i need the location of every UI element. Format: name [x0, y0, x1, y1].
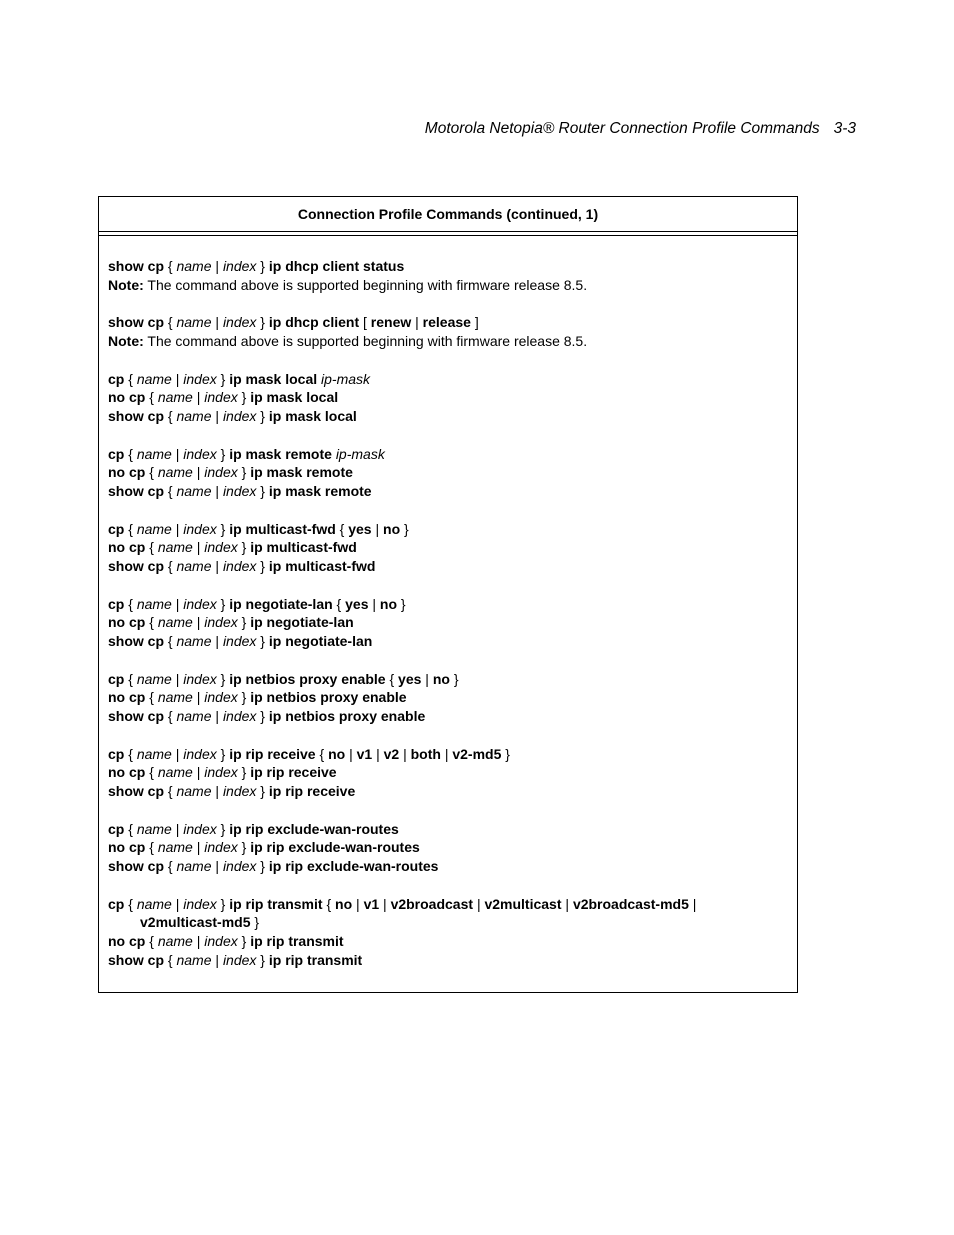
command-keyword: no cp	[108, 933, 146, 949]
command-keyword: show cp	[108, 314, 165, 331]
syntax-punctuation: |	[444, 745, 449, 762]
syntax-punctuation: |	[476, 895, 481, 912]
syntax-punctuation: |	[175, 745, 180, 762]
command-line	[108, 595, 788, 614]
syntax-punctuation: }	[254, 914, 260, 931]
command-keyword: no cp	[108, 464, 146, 481]
syntax-punctuation: |	[215, 558, 220, 574]
syntax-punctuation: {	[128, 670, 133, 687]
command-keyword: no	[383, 520, 401, 537]
command-keyword: v2broadcast	[390, 895, 474, 912]
command-line	[108, 782, 788, 801]
syntax-punctuation: {	[128, 820, 133, 837]
command-keyword: cp	[108, 820, 125, 837]
syntax-punctuation: {	[167, 858, 173, 874]
syntax-punctuation: {	[149, 614, 154, 631]
command-variable: name	[157, 933, 193, 949]
syntax-punctuation: |	[215, 858, 220, 874]
command-keyword: no	[379, 595, 398, 612]
syntax-punctuation: }	[241, 539, 247, 556]
command-keyword: ip dhcp client status	[268, 258, 405, 274]
table-body	[99, 236, 797, 970]
command-group	[108, 670, 788, 726]
syntax-punctuation: |	[196, 689, 201, 706]
command-group	[108, 313, 788, 351]
command-variable: index	[183, 595, 217, 612]
syntax-punctuation: }	[404, 520, 409, 537]
command-group	[108, 257, 788, 295]
syntax-punctuation: }	[260, 483, 265, 499]
syntax-punctuation: |	[372, 595, 377, 612]
command-variable: index	[222, 858, 257, 874]
command-variable: name	[136, 595, 172, 612]
syntax-punctuation: {	[128, 895, 133, 912]
command-variable: index	[204, 933, 238, 949]
command-variable: index	[222, 408, 257, 424]
syntax-punctuation: {	[167, 951, 173, 968]
command-keyword: cp	[108, 895, 125, 912]
syntax-punctuation: }	[241, 389, 247, 406]
syntax-punctuation: [	[363, 314, 367, 331]
command-line	[108, 332, 788, 351]
command-keyword: ip multicast-fwd	[250, 539, 357, 556]
command-keyword: ip netbios proxy enable	[268, 708, 426, 724]
command-keyword: show cp	[108, 258, 165, 274]
syntax-punctuation: }	[260, 408, 265, 424]
command-keyword: yes	[398, 670, 422, 687]
command-line	[108, 857, 788, 876]
syntax-punctuation: |	[175, 520, 180, 537]
syntax-punctuation: {	[167, 483, 173, 499]
syntax-punctuation: }	[220, 595, 226, 612]
syntax-punctuation: {	[128, 520, 133, 537]
running-header-title: Motorola Netopia® Router Connection Profile Commands	[424, 120, 820, 137]
command-variable: index	[204, 539, 238, 556]
syntax-punctuation: |	[356, 895, 360, 912]
syntax-punctuation: {	[128, 595, 133, 612]
command-keyword: v2	[383, 745, 400, 762]
command-keyword: ip mask local	[229, 370, 318, 387]
syntax-punctuation: }	[260, 314, 265, 331]
syntax-punctuation: {	[149, 933, 154, 949]
command-line	[108, 388, 788, 407]
syntax-punctuation: |	[196, 614, 201, 631]
command-variable: index	[222, 951, 257, 968]
syntax-punctuation: |	[692, 895, 697, 912]
syntax-punctuation: |	[175, 445, 180, 462]
command-variable: index	[183, 670, 217, 687]
command-variable: name	[157, 839, 193, 856]
syntax-punctuation: {	[167, 633, 173, 649]
syntax-punctuation: }	[220, 895, 226, 912]
syntax-punctuation: }	[241, 689, 247, 706]
command-variable: name	[176, 483, 212, 499]
command-keyword: ip rip exclude-wan-routes	[250, 839, 420, 856]
command-keyword: v2multicast	[484, 895, 562, 912]
syntax-punctuation: |	[215, 708, 220, 724]
syntax-punctuation: {	[167, 708, 173, 724]
syntax-punctuation: {	[339, 520, 345, 537]
command-variable: name	[157, 689, 193, 706]
command-keyword: ip rip exclude-wan-routes	[229, 820, 399, 837]
syntax-punctuation: }	[260, 951, 265, 968]
syntax-punctuation: |	[196, 464, 201, 481]
command-keyword: renew	[370, 314, 412, 331]
command-keyword: show cp	[108, 633, 165, 649]
command-keyword: no cp	[108, 389, 146, 406]
command-line	[108, 632, 788, 651]
syntax-punctuation: }	[220, 445, 226, 462]
syntax-punctuation: |	[215, 633, 220, 649]
syntax-punctuation: {	[167, 783, 173, 799]
syntax-punctuation: }	[220, 670, 226, 687]
command-keyword: ip rip transmit	[250, 933, 344, 949]
page-number: 3-3	[833, 120, 856, 137]
command-keyword: no cp	[108, 764, 146, 781]
command-keyword: ip multicast-fwd	[268, 558, 376, 574]
command-keyword: no cp	[108, 539, 146, 556]
running-header	[425, 120, 856, 138]
command-keyword: show cp	[108, 951, 165, 968]
command-keyword: show cp	[108, 483, 165, 499]
command-keyword: v1	[363, 895, 380, 912]
command-variable: index	[204, 689, 238, 706]
syntax-punctuation: {	[149, 389, 154, 406]
command-variable: name	[176, 408, 212, 424]
command-line	[108, 670, 788, 689]
command-variable: name	[157, 614, 193, 631]
command-variable: index	[222, 783, 257, 799]
syntax-punctuation: {	[167, 314, 173, 331]
command-keyword: ip mask local	[250, 389, 339, 406]
command-keyword: ip rip exclude-wan-routes	[268, 858, 439, 874]
command-keyword: no cp	[108, 689, 146, 706]
syntax-punctuation: {	[128, 745, 133, 762]
syntax-punctuation: {	[167, 258, 173, 274]
command-variable: index	[183, 895, 217, 912]
command-keyword: ip mask remote	[250, 464, 353, 481]
command-variable: index	[222, 483, 257, 499]
syntax-punctuation: }	[453, 670, 459, 687]
command-line	[108, 520, 788, 539]
command-line	[108, 913, 788, 932]
command-variable: name	[157, 539, 193, 556]
syntax-punctuation: }	[241, 933, 247, 949]
syntax-punctuation: |	[196, 764, 201, 781]
note-text: The command above is supported beginning with firmware release 8.5.	[147, 276, 588, 293]
syntax-punctuation: {	[389, 670, 395, 687]
syntax-punctuation: }	[241, 614, 247, 631]
syntax-punctuation: |	[403, 745, 407, 762]
syntax-punctuation: |	[175, 670, 180, 687]
command-line	[108, 951, 788, 970]
command-line	[108, 763, 788, 782]
syntax-punctuation: |	[565, 895, 570, 912]
syntax-punctuation: |	[215, 951, 220, 968]
command-keyword: cp	[108, 370, 125, 387]
command-keyword: release	[422, 314, 471, 331]
command-keyword: no cp	[108, 839, 146, 856]
syntax-punctuation: }	[400, 595, 406, 612]
command-line	[108, 482, 788, 501]
syntax-punctuation: |	[196, 933, 201, 949]
command-variable: name	[157, 389, 193, 406]
command-line	[108, 276, 788, 295]
command-keyword: no cp	[108, 614, 146, 631]
syntax-punctuation: {	[149, 689, 154, 706]
command-keyword: v2broadcast-md5	[572, 895, 689, 912]
syntax-punctuation: ]	[474, 314, 479, 331]
syntax-punctuation: }	[260, 558, 265, 574]
command-keyword: ip rip transmit	[268, 951, 363, 968]
note-text: The command above is supported beginning with firmware release 8.5.	[147, 333, 588, 349]
command-variable: name	[136, 445, 172, 462]
syntax-punctuation: }	[260, 783, 265, 799]
command-group	[108, 520, 788, 576]
command-line	[108, 932, 788, 951]
command-keyword: yes	[348, 520, 372, 537]
command-variable: index	[183, 445, 217, 462]
syntax-punctuation: }	[260, 633, 265, 649]
syntax-punctuation: |	[425, 670, 429, 687]
command-keyword: show cp	[108, 783, 165, 799]
command-keyword: ip rip receive	[268, 783, 356, 799]
syntax-punctuation: {	[167, 558, 173, 574]
command-line	[108, 745, 788, 764]
command-line	[108, 257, 788, 276]
syntax-punctuation: }	[505, 745, 510, 762]
command-variable: name	[157, 464, 193, 481]
command-keyword: no	[328, 745, 346, 762]
syntax-punctuation: |	[175, 895, 180, 912]
command-line	[108, 407, 788, 426]
command-keyword: cp	[108, 520, 125, 537]
command-keyword: show cp	[108, 558, 165, 574]
command-variable: name	[136, 670, 172, 687]
command-keyword: yes	[345, 595, 369, 612]
command-group	[108, 895, 788, 970]
syntax-punctuation: }	[220, 820, 226, 837]
command-variable: index	[222, 708, 257, 724]
command-variable: name	[176, 314, 212, 331]
command-variable: name	[136, 745, 172, 762]
command-keyword: ip negotiate-lan	[268, 633, 373, 649]
syntax-punctuation: }	[220, 745, 226, 762]
command-group	[108, 745, 788, 801]
syntax-punctuation: |	[196, 539, 201, 556]
command-line	[108, 838, 788, 857]
syntax-punctuation: {	[326, 895, 332, 912]
command-group	[108, 595, 788, 651]
command-keyword: ip negotiate-lan	[229, 595, 333, 612]
syntax-punctuation: |	[349, 745, 353, 762]
syntax-punctuation: |	[175, 370, 180, 387]
syntax-punctuation: |	[196, 389, 201, 406]
command-keyword: v2-md5	[452, 745, 502, 762]
command-keyword: ip rip transmit	[229, 895, 323, 912]
command-variable: name	[157, 764, 193, 781]
command-variable: name	[136, 520, 172, 537]
syntax-punctuation: }	[260, 258, 265, 274]
command-line	[108, 557, 788, 576]
syntax-punctuation: }	[260, 708, 265, 724]
command-keyword: v1	[356, 745, 373, 762]
command-line	[108, 538, 788, 557]
syntax-punctuation: }	[241, 839, 247, 856]
command-variable: name	[176, 708, 212, 724]
command-keyword: ip negotiate-lan	[250, 614, 354, 631]
command-variable: ip-mask	[335, 445, 385, 462]
syntax-punctuation: }	[241, 764, 247, 781]
command-line	[108, 463, 788, 482]
command-keyword: cp	[108, 670, 125, 687]
command-keyword: ip mask remote	[268, 483, 372, 499]
command-line	[108, 445, 788, 464]
command-table	[98, 196, 798, 993]
syntax-punctuation: |	[383, 895, 387, 912]
command-keyword: cp	[108, 595, 125, 612]
command-variable: index	[204, 839, 238, 856]
syntax-punctuation: }	[220, 520, 226, 537]
command-line	[108, 707, 788, 726]
syntax-punctuation: |	[215, 408, 220, 424]
command-line	[108, 688, 788, 707]
command-variable: ip-mask	[321, 370, 371, 387]
syntax-punctuation: |	[196, 839, 201, 856]
syntax-punctuation: {	[336, 595, 342, 612]
command-variable: name	[136, 370, 172, 387]
command-variable: index	[222, 558, 257, 574]
command-variable: name	[176, 258, 212, 274]
command-keyword: ip netbios proxy enable	[229, 670, 386, 687]
command-variable: name	[176, 633, 212, 649]
syntax-punctuation: {	[167, 408, 173, 424]
command-variable: name	[176, 951, 212, 968]
command-keyword: show cp	[108, 408, 165, 424]
syntax-punctuation: {	[128, 370, 133, 387]
command-keyword: cp	[108, 445, 125, 462]
command-keyword: show cp	[108, 858, 165, 874]
command-keyword: show cp	[108, 708, 165, 724]
syntax-punctuation: {	[149, 539, 154, 556]
command-variable: index	[222, 314, 257, 331]
command-variable: index	[183, 745, 217, 762]
syntax-punctuation: {	[149, 464, 154, 481]
command-variable: name	[176, 558, 212, 574]
command-variable: index	[204, 764, 238, 781]
command-keyword: ip netbios proxy enable	[250, 689, 407, 706]
command-variable: index	[204, 389, 238, 406]
syntax-punctuation: {	[149, 839, 154, 856]
command-keyword: Note:	[108, 333, 144, 349]
syntax-punctuation: |	[215, 314, 220, 331]
syntax-punctuation: {	[128, 445, 133, 462]
command-line	[108, 613, 788, 632]
syntax-punctuation: {	[149, 764, 154, 781]
syntax-punctuation: |	[375, 520, 380, 537]
command-keyword: ip rip receive	[229, 745, 316, 762]
command-variable: name	[176, 783, 212, 799]
syntax-punctuation: |	[175, 820, 180, 837]
syntax-punctuation: }	[220, 370, 226, 387]
command-keyword: ip mask local	[268, 408, 357, 424]
syntax-punctuation: {	[319, 745, 325, 762]
command-group	[108, 370, 788, 426]
command-keyword: no	[335, 895, 353, 912]
command-variable: name	[136, 895, 172, 912]
syntax-punctuation: |	[215, 783, 220, 799]
command-keyword: ip dhcp client	[268, 314, 360, 331]
command-keyword: ip multicast-fwd	[229, 520, 336, 537]
syntax-punctuation: |	[175, 595, 180, 612]
command-variable: index	[222, 258, 257, 274]
syntax-punctuation: }	[241, 464, 247, 481]
command-line	[108, 313, 788, 332]
command-keyword: no	[432, 670, 450, 687]
command-variable: index	[204, 614, 238, 631]
command-variable: name	[136, 820, 172, 837]
command-variable: index	[183, 370, 217, 387]
command-variable: index	[183, 820, 217, 837]
command-variable: index	[204, 464, 238, 481]
command-group	[108, 820, 788, 876]
table-title: Connection Profile Commands (continued, 1)	[99, 197, 797, 232]
syntax-punctuation: |	[415, 314, 419, 331]
command-line	[108, 370, 788, 389]
syntax-punctuation: |	[215, 258, 220, 274]
command-variable: index	[222, 633, 257, 649]
command-keyword: ip rip receive	[250, 764, 337, 781]
command-line	[108, 895, 788, 914]
command-group	[108, 445, 788, 501]
command-variable: name	[176, 858, 212, 874]
command-variable: index	[183, 520, 217, 537]
command-keyword: cp	[108, 745, 125, 762]
command-keyword: v2multicast-md5	[140, 914, 251, 931]
syntax-punctuation: |	[215, 483, 220, 499]
syntax-punctuation: |	[376, 745, 380, 762]
command-keyword: both	[410, 745, 441, 762]
command-line	[108, 820, 788, 839]
command-keyword: ip mask remote	[229, 445, 332, 462]
syntax-punctuation: }	[260, 858, 265, 874]
command-keyword: Note:	[108, 276, 144, 293]
